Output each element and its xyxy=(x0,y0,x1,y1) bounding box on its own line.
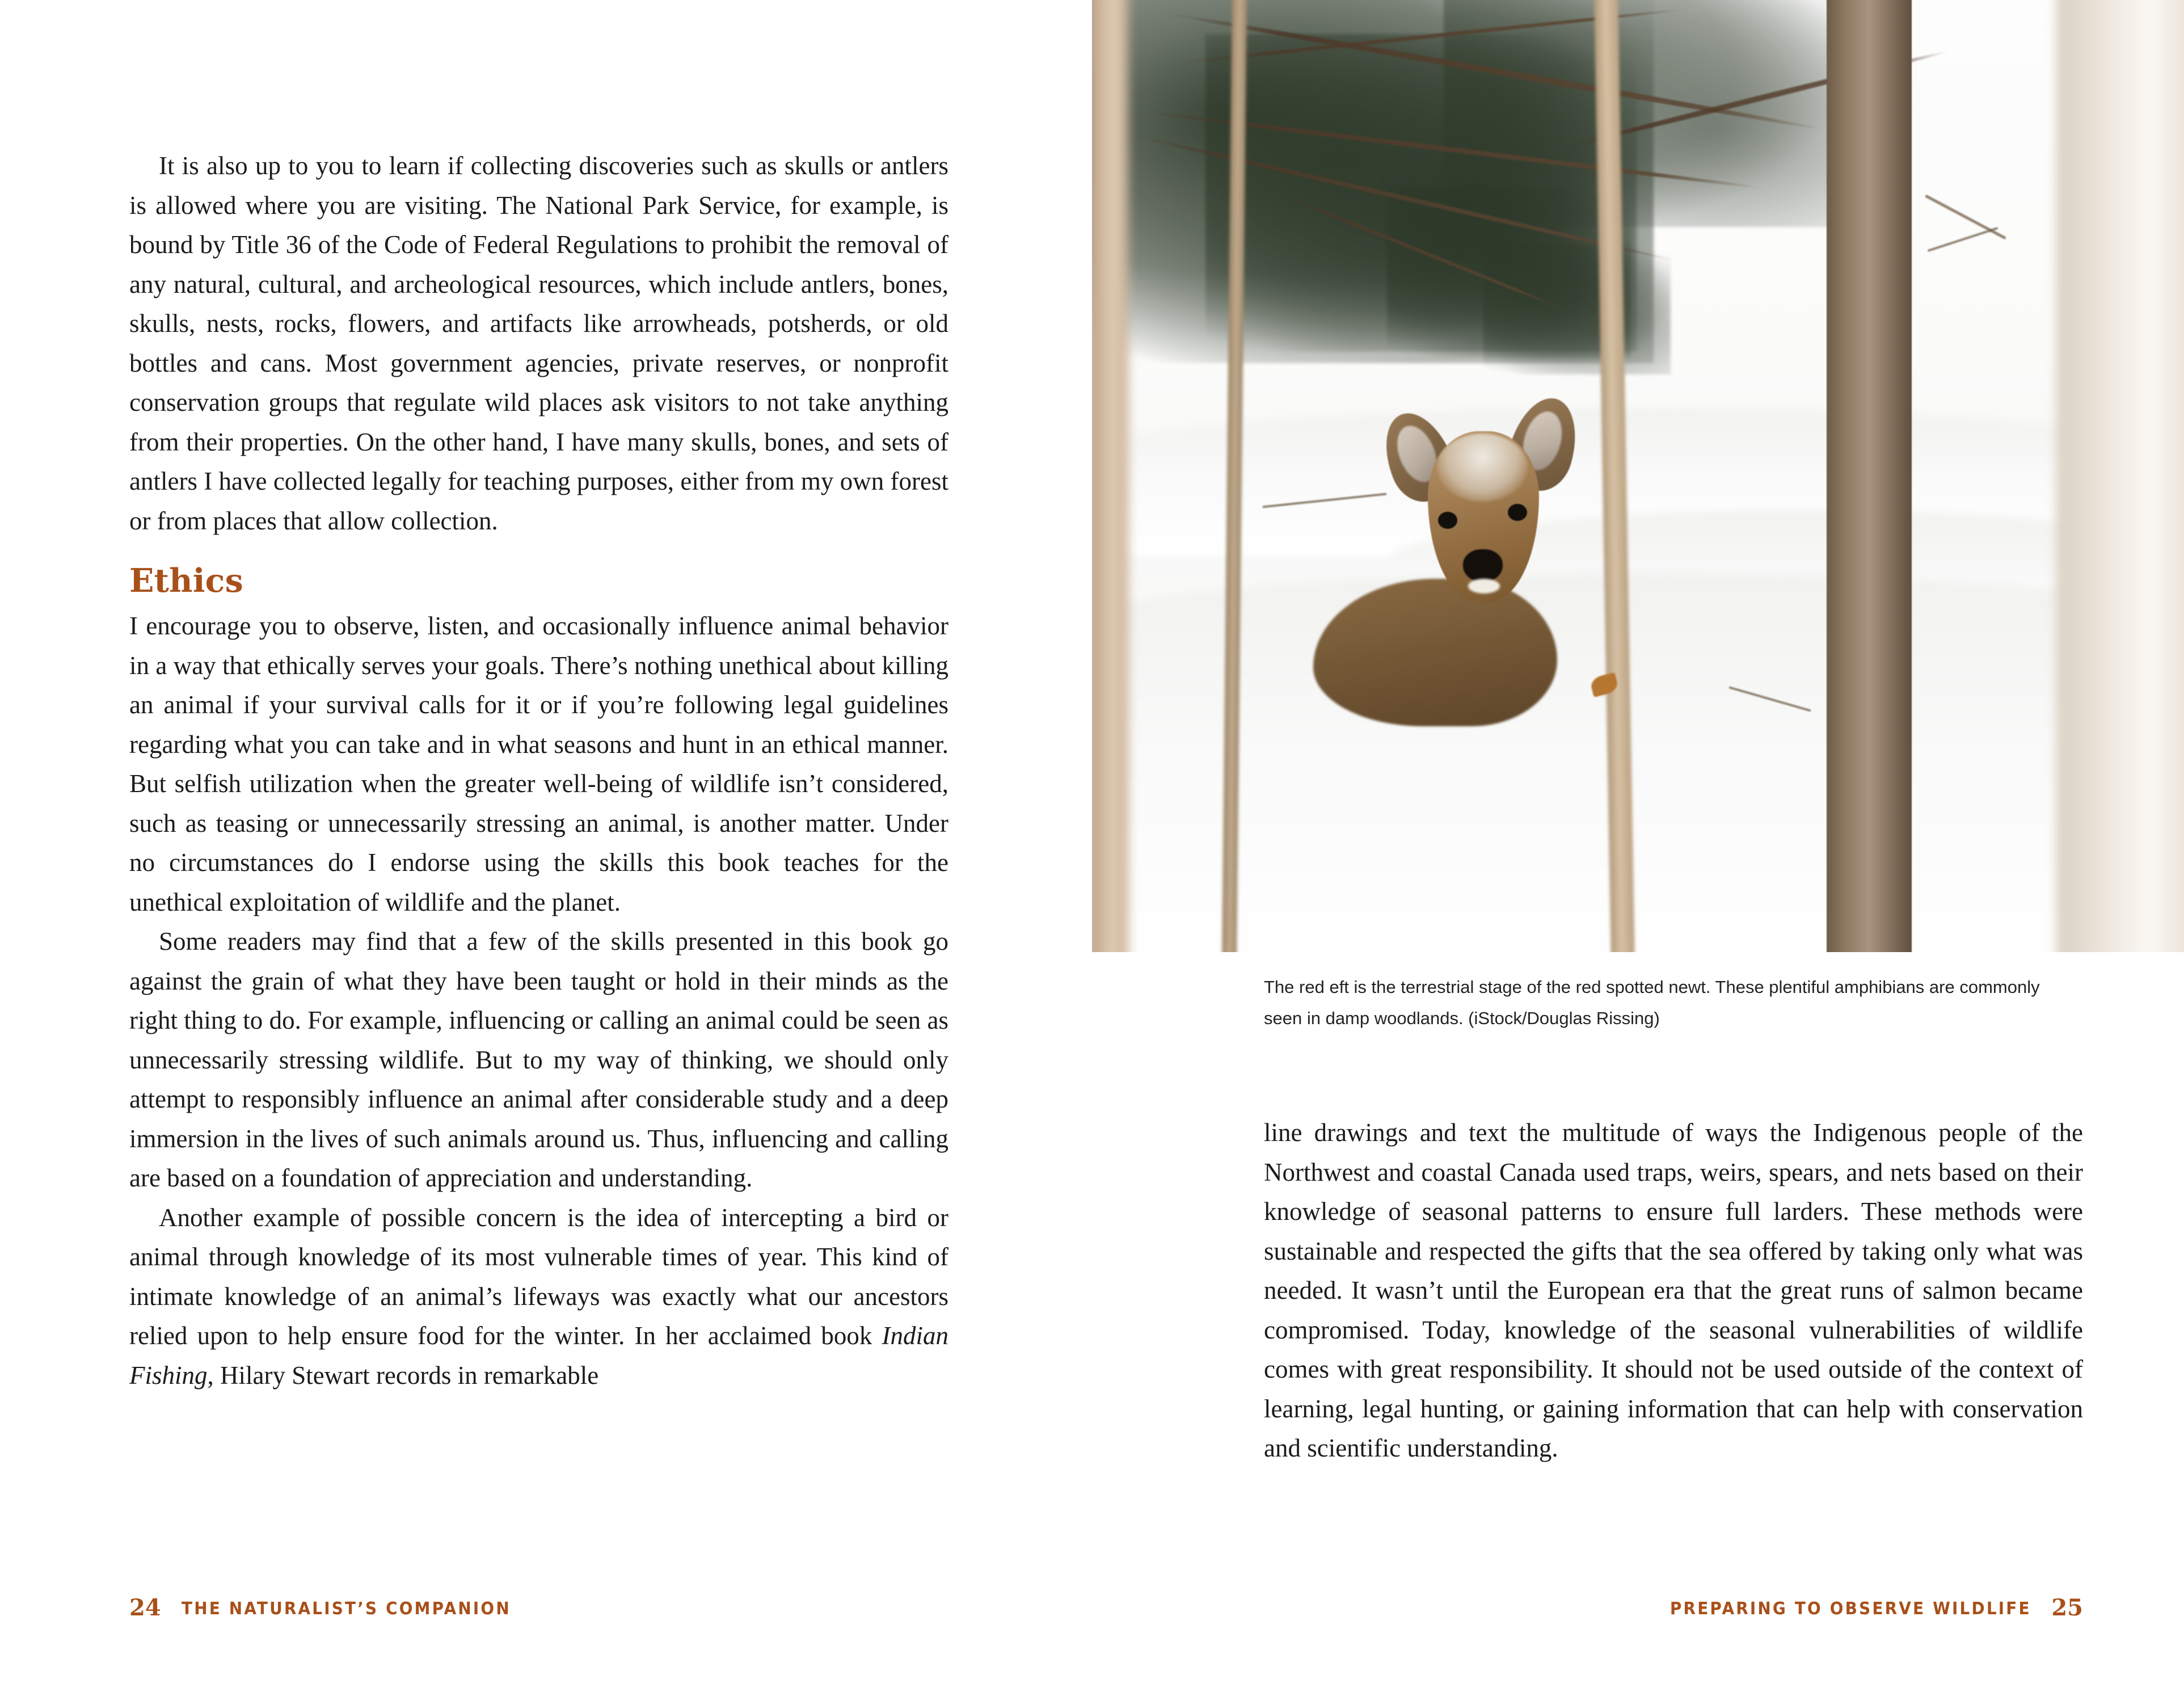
tree-trunk-right xyxy=(1827,0,1912,952)
body-paragraph: I encourage you to observe, listen, and occasionally influence animal behavior in a way that ethically serves your goals. There’s nothing unethical about killing an animal if your survival calls for it or if you’re following legal guidelines regarding what you can take and in what seasons and hunt in an ethical manner. But selfish utilization when the greater well-being of wildlife isn’t considered, such as teasing or unnecessarily stressing an animal, is another matter. Under no circumstances do I endorse using the skills this book teaches for the unethical exploitation of wildlife and the planet. xyxy=(129,612,948,916)
running-head: PREPARING TO OBSERVE WILDLIFE xyxy=(1669,1599,2031,1619)
page-number: 25 xyxy=(2051,1594,2083,1621)
snow-on-deer-head xyxy=(1437,433,1528,502)
right-page xyxy=(1092,0,2184,1688)
tree-trunk-foreground-right xyxy=(2056,0,2184,952)
right-page-footer xyxy=(1643,1593,2083,1620)
right-text-column xyxy=(1264,1113,2083,1468)
paragraph-text-tail: , Hilary Stewart records in remarkable xyxy=(207,1361,599,1390)
deer-eye-right xyxy=(1508,504,1527,521)
left-text-column xyxy=(129,146,948,1395)
deer xyxy=(1387,392,1705,789)
deer-eye-left xyxy=(1438,512,1457,529)
conifer-foliage xyxy=(1483,244,1671,374)
body-paragraph-with-italic-title xyxy=(129,1198,948,1396)
left-page-footer xyxy=(129,1593,536,1620)
page-number: 24 xyxy=(129,1594,161,1621)
body-paragraph: It is also up to you to learn if collecting discoveries such as skulls or antlers is allowed where you are visiting. The National Park Service, for example, is bound by Title 36 of the Code of Federal Regulations to prohibit the removal of any natural, cultural, and archeological resources, which include antlers, bones, skulls, nests, rocks, flowers, and artifacts like arrowheads, potsherds, or old bottles and cans. Most government agencies, private reserves, or nonprofit conservation groups that regulate wild places ask visitors to not take anything from their properties. On the other hand, I have many skulls, bones, and sets of antlers I have collected legally for teaching purposes, either from my own forest or from places that allow collection. xyxy=(129,151,948,535)
body-paragraph: line drawings and text the multitude of ways the Indigenous people of the Northwest and coastal Canada used traps, weirs, spears, and nets based on their knowledge of seasonal patterns to ensure full larders. These methods were sustainable and respected the gifts that the sea offered by taking only what was needed. It wasn’t until the European era that the great runs of salmon became compromised. Today, knowledge of the seasonal vulnerabilities of wildlife comes with great responsibility. It should not be used outside of the context of learning, legal hunting, or gaining information that can help with conservation and scientific understanding. xyxy=(1264,1118,2083,1462)
tree-trunk-foreground-left xyxy=(1092,0,1128,952)
deer-muzzle xyxy=(1468,579,1500,593)
deer-nose xyxy=(1463,549,1503,582)
photo-caption: The red eft is the terrestrial stage of the red spotted newt. These plentiful amphibians are commonly seen in damp woodlands. (iStock/Douglas Rissing) xyxy=(1264,977,2040,1028)
book-title-italic: Indian Fishing xyxy=(129,1321,948,1390)
deer-in-snow-photo xyxy=(1092,0,2184,952)
body-paragraph: Some readers may find that a few of the skills presented in this book go against the grain of what they have been taught or hold in their minds as the right thing to do. For example, influencing or calling an animal could be seen as unnecessarily stressing wildlife. But to my way of thinking, we should only attempt to responsibly influence an animal after considerable study and a deep immersion in the lives of such animals around us. Thus, influencing and calling are based on a foundation of appreciation and understanding. xyxy=(129,927,948,1192)
running-head: THE NATURALIST’S COMPANION xyxy=(181,1599,511,1619)
paragraph-text-lead: Another example of possible concern is the idea of intercepting a bird or animal through knowledge of its most vulnerable times of year. This kind of intimate knowledge of an animal’s lifeways was exactly what our ancestors relied upon to help ensure food for the winter. In her acclaimed book xyxy=(129,1203,948,1350)
section-heading-ethics: Ethics xyxy=(129,562,243,600)
